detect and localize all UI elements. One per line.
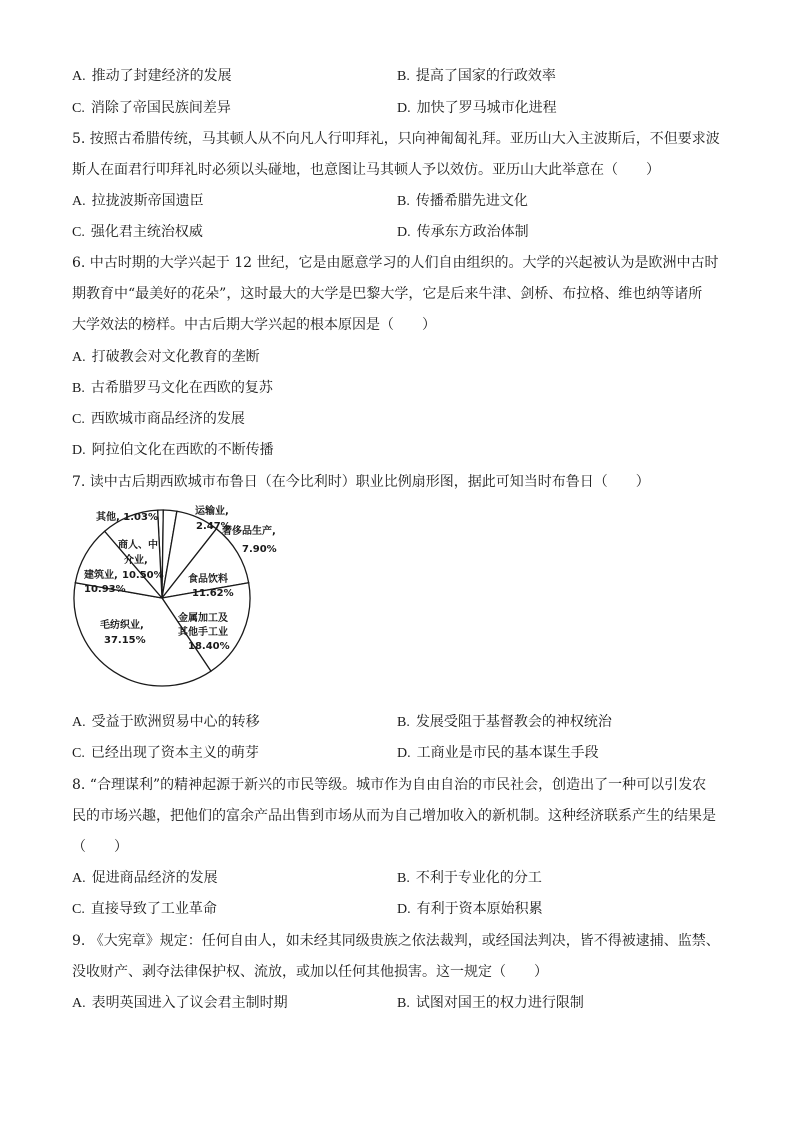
q9-stem-line-1: 9. 《大宪章》规定：任何自由人，如未经其同级贵族之依法裁判，或经国法判决，皆不得被逮捕、监禁、: [72, 933, 720, 949]
q8-stem-line-2: 民的市场兴趣，把他们的富余产品出售到市场从而为自己增加收入的新机制。这种经济联系产生的结果是: [72, 808, 716, 824]
q7-stem: 7. 读中古后期西欧城市布鲁日（在今比利时）职业比例扇形图，据此可知当时布鲁日（ ）: [72, 474, 650, 490]
q9-stem-line-2: 没收财产、剥夺法律保护权、流放，或加以任何其他损害。这一规定（ ）: [72, 964, 548, 980]
q4-option-a: A. 推动了封建经济的发展: [72, 68, 232, 84]
q5-option-b: B. 传播希腊先进文化: [397, 193, 528, 209]
q4-option-b: B. 提高了国家的行政效率: [397, 68, 556, 84]
q6-stem-line-3: 大学效法的榜样。中古后期大学兴起的根本原因是（ ）: [72, 317, 436, 333]
q5-option-c: C. 强化君主统治权威: [72, 224, 203, 240]
q5-stem-line-1: 5. 按照古希腊传统，马其顿人从不向凡人行叩拜礼，只向神匍匐礼拜。亚历山大入主波斯后，不但要求波: [72, 131, 720, 147]
q6-option-c: C. 西欧城市商品经济的发展: [72, 411, 245, 427]
label-wool-value: 37.15%: [104, 635, 146, 646]
label-merchant-name-2: 介业,: [124, 555, 148, 566]
q7-option-a: A. 受益于欧洲贸易中心的转移: [72, 714, 260, 730]
label-metal-name-1: 金属加工及: [178, 613, 228, 624]
q5-option-d: D. 传承东方政治体制: [397, 224, 529, 240]
q4-option-d: D. 加快了罗马城市化进程: [397, 100, 557, 116]
q4-option-c: C. 消除了帝国民族间差异: [72, 100, 231, 116]
label-merchant-name-1: 商人、中: [118, 540, 158, 551]
q8-stem-line-1: 8. “合理谋利”的精神起源于新兴的市民等级。城市作为自由自治的市民社会，创造出了一种可以引发农: [72, 777, 707, 793]
occupation-pie-chart: [72, 500, 302, 700]
q5-option-a: A. 拉拢波斯帝国遗臣: [72, 193, 204, 209]
q6-stem-line-1: 6. 中古时期的大学兴起于 12 世纪，它是由愿意学习的人们自由组织的。大学的兴起被认为是欧洲中古时: [72, 255, 719, 271]
label-luxury-value: 7.90%: [242, 544, 277, 555]
label-food-value: 11.62%: [192, 588, 234, 599]
q7-option-b: B. 发展受阻于基督教会的神权统治: [397, 714, 612, 730]
q7-option-c: C. 已经出现了资本主义的萌芽: [72, 745, 259, 761]
q6-option-a: A. 打破教会对文化教育的垄断: [72, 349, 260, 365]
label-transport-name: 运输业,: [195, 506, 229, 517]
q8-option-a: A. 促进商品经济的发展: [72, 870, 218, 886]
label-building-value: 10.93%: [84, 584, 126, 595]
q6-option-b: B. 古希腊罗马文化在西欧的复苏: [72, 380, 273, 396]
label-metal-value: 18.40%: [188, 641, 230, 652]
q7-option-d: D. 工商业是市民的基本谋生手段: [397, 745, 599, 761]
q5-stem-line-2: 斯人在面君行叩拜礼时必须以头碰地，也意图让马其顿人予以效仿。亚历山大此举意在（ ）: [72, 162, 660, 178]
label-merchant-value: 10.50%: [122, 570, 164, 581]
label-other: 其他, 1.03%: [96, 512, 158, 523]
label-luxury-name: 奢侈品生产,: [222, 526, 276, 537]
q8-option-b: B. 不利于专业化的分工: [397, 870, 542, 886]
q8-stem-line-3: （ ）: [72, 839, 128, 855]
q6-stem-line-2: 期教育中“最美好的花朵”，这时最大的大学是巴黎大学，它是后来牛津、剑桥、布拉格、维也纳等诸所: [72, 286, 703, 302]
label-food-name: 食品饮料: [188, 574, 228, 585]
label-wool-name: 毛纺织业,: [100, 620, 144, 631]
label-metal-name-2: 其他手工业: [178, 627, 228, 638]
q6-option-d: D. 阿拉伯文化在西欧的不断传播: [72, 442, 274, 458]
q9-option-b: B. 试图对国王的权力进行限制: [397, 995, 584, 1011]
label-transport-value: 2.47%: [196, 521, 231, 532]
q8-option-d: D. 有利于资本原始积累: [397, 901, 543, 917]
q9-option-a: A. 表明英国进入了议会君主制时期: [72, 995, 288, 1011]
q8-option-c: C. 直接导致了工业革命: [72, 901, 217, 917]
label-building-name: 建筑业,: [84, 570, 118, 581]
